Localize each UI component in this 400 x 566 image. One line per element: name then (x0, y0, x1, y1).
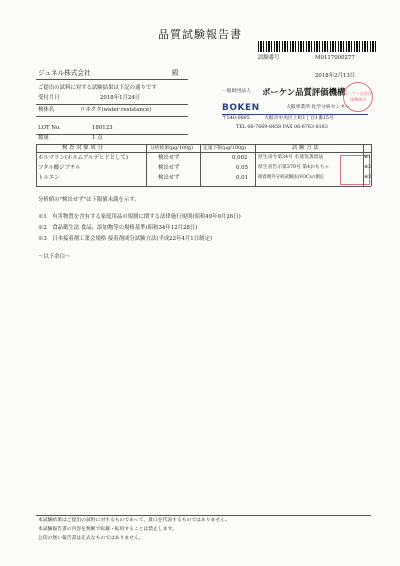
quantity-value: 1 点 (92, 135, 103, 141)
received-label: 受付月日 (38, 95, 60, 101)
method-note-2: ※2 食品衛生法 食品、添加物等の規格基準(昭和34年12月28日) (38, 225, 198, 231)
report-title: 品質試験報告書 (158, 28, 242, 41)
table-right-border (371, 144, 372, 186)
method-note-1: ※1 有害物質を含有する家庭用品の規制に関する法律施行規則(昭和49年9月26日) (38, 214, 241, 220)
barcode (258, 41, 376, 52)
row-3-method: 接着剤外分析試験法(VOC)の測定 (258, 175, 325, 180)
footer-line-1: 本試験結果はご提出の試料に対するものであって、貴口を代表するものではありません。 (38, 518, 231, 523)
rule-received (36, 104, 188, 105)
table-left-border (36, 144, 37, 186)
test-number-label: 試験番号 (258, 55, 280, 61)
client-name: ジュネル株式会社 (38, 69, 91, 77)
row-1-result: 検出せず (158, 155, 180, 161)
client-underline (36, 79, 188, 80)
row-2-limit: 0.05 (236, 165, 249, 171)
issuer-prefix: 一般財団法人 (222, 89, 251, 94)
table-col-divider-3 (255, 144, 256, 186)
specimen-label: 検体名 (38, 107, 55, 113)
row-1-item: ホルマリン(ホルムアルデヒドとして) (38, 155, 129, 161)
table-header-bottom (36, 152, 371, 153)
footer-rule (36, 515, 371, 516)
intro-text: ご提出の試料に対する試験結果は下記の通りです (38, 85, 157, 91)
row-2-result: 検出せず (158, 165, 180, 171)
row-1-note: ※1 (364, 155, 372, 160)
seal-text: ボーケン品質評価機構印 (344, 91, 372, 102)
end-marker: ～以下余白～ (38, 254, 71, 260)
issuer-postal: 〒540-0005 (222, 116, 250, 121)
footer-line-3: 公印の無い報告書は正式なものではありません。 (38, 536, 144, 541)
received-date: 2018年1月24日 (100, 95, 141, 101)
row-3-note: ※3 (364, 175, 372, 180)
row-1-method: 厚生省令第34号 水蒸気蒸留法 (258, 155, 324, 160)
header-method: 試 験 方 法 (292, 145, 319, 151)
lot-number: 180123 (92, 125, 113, 131)
row-3-limit: 0.01 (236, 175, 249, 181)
specimen-name: ロネクタ(water resistance) (80, 107, 152, 113)
issuer-rule (222, 114, 368, 115)
lot-label: LOT No. (38, 125, 61, 131)
issuer-phone: TEL 06-7669-8458 FAX 06-6763-8183 (236, 125, 328, 130)
row-3-item: トルエン (38, 175, 60, 181)
issuer-name: ボーケン品質評価機構 (262, 87, 346, 97)
row-1-limit: 0.002 (232, 155, 248, 161)
row-2-note: ※2 (364, 165, 372, 170)
client-suffix: 殿 (172, 69, 179, 77)
row-3-result: 検出せず (158, 175, 180, 181)
boken-logo: BOKEN (222, 103, 260, 113)
header-item: 検 査 対 象 成 分 (62, 145, 103, 151)
test-number: M0117000277 (315, 55, 355, 61)
footer-line-2: 本試験報告書の内容を無断で転載・転用することは禁止します。 (38, 527, 177, 532)
table-col-divider-1 (146, 144, 147, 186)
header-limit: 定量下限(μg/100g) (203, 146, 246, 151)
detect-note: 分析値の"検出せず"は下限値未満を示す。 (38, 197, 140, 203)
table-bottom-border (36, 186, 371, 187)
issuer-round-seal (343, 82, 373, 112)
method-note-3: ※3 日本接着剤工業会規格 接着剤成分試験方法(平成22年4月1日制定) (38, 236, 213, 242)
issuer-address: 大阪市中央区上町1丁目1番15号 (264, 116, 334, 121)
header-result: 分析結果(μg/100g) (150, 146, 193, 151)
row-2-item: フタル酸ジブチル (38, 165, 81, 171)
issue-date: 2018年2月13日 (315, 73, 356, 79)
rule-lot (36, 134, 188, 135)
quantity-label: 数量 (38, 135, 49, 141)
table-col-divider-2 (200, 144, 201, 186)
rule-specimen (36, 116, 188, 117)
row-2-method: 厚生省告示第370号 第4おもちゃ (258, 165, 330, 170)
issuer-division: 大阪事業所 化学分析センター (286, 105, 350, 110)
